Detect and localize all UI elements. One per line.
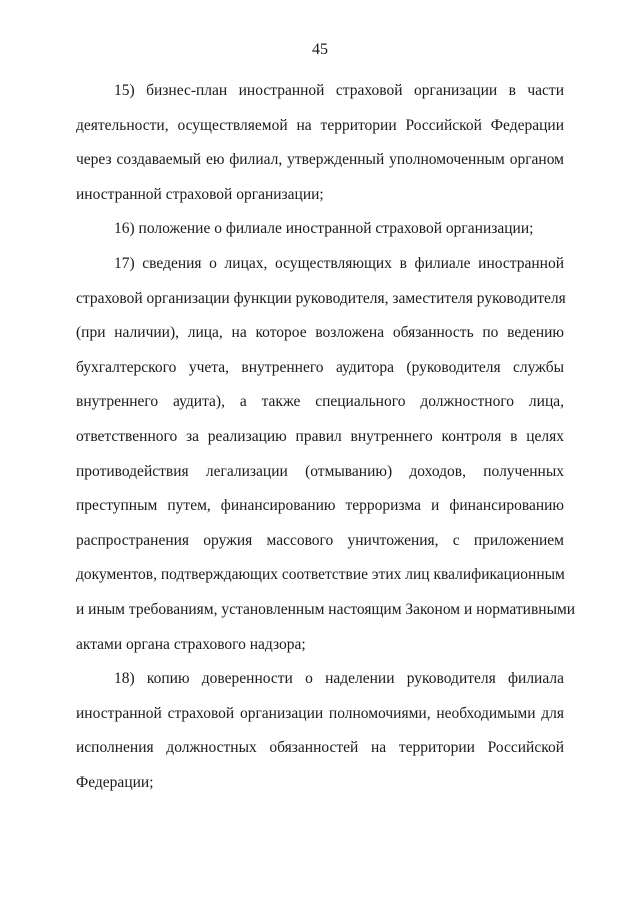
paragraph-18 <box>76 662 564 800</box>
text-line: внутреннего аудита), а также специального должностного лица, <box>76 393 564 411</box>
text-line: иностранной страховой организации; <box>76 185 324 203</box>
text-line: (при наличии), лица, на которое возложена обязанность по ведению <box>76 324 564 342</box>
text-line: 17) сведения о лицах, осуществляющих в филиале иностранной <box>114 254 564 272</box>
text-line: противодействия легализации (отмыванию) доходов, полученных <box>76 462 564 480</box>
text-line: распространения оружия массового уничтожения, с приложением <box>76 531 564 549</box>
paragraph-17 <box>76 247 576 662</box>
text-line: документов, подтверждающих соответствие этих лиц квалификационным <box>76 566 565 584</box>
text-line: бухгалтерского учета, внутреннего аудитора (руководителя службы <box>76 358 564 376</box>
text-line: Федерации; <box>76 773 154 791</box>
text-line: деятельности, осуществляемой на территории Российской Федерации <box>76 116 564 134</box>
text-line: и иным требованиям, установленным настоящим Законом и нормативными <box>76 600 576 618</box>
text-line: 15) бизнес-план иностранной страховой организации в части <box>114 82 564 99</box>
page-number: 45 <box>312 41 328 58</box>
text-line: 18) копию доверенности о наделении руководителя филиала <box>114 670 564 688</box>
paragraph-15 <box>76 74 564 212</box>
text-line: ответственного за реализацию правил внутреннего контроля в целях <box>76 427 564 445</box>
text-line: актами органа страхового надзора; <box>76 635 306 653</box>
document-body <box>76 74 576 800</box>
text-line: иностранной страховой организации полномочиями, необходимыми для <box>76 704 564 722</box>
paragraph-16 <box>76 212 564 247</box>
text-line: через создаваемый ею филиал, утвержденный уполномоченным органом <box>76 151 564 169</box>
text-line: преступным путем, финансированию терроризма и финансированию <box>76 497 564 515</box>
text-line: 16) положение о филиале иностранной страховой организации; <box>114 220 534 238</box>
text-line: страховой организации функции руководителя, заместителя руководителя <box>76 289 566 307</box>
text-line: исполнения должностных обязанностей на территории Российской <box>76 739 564 757</box>
